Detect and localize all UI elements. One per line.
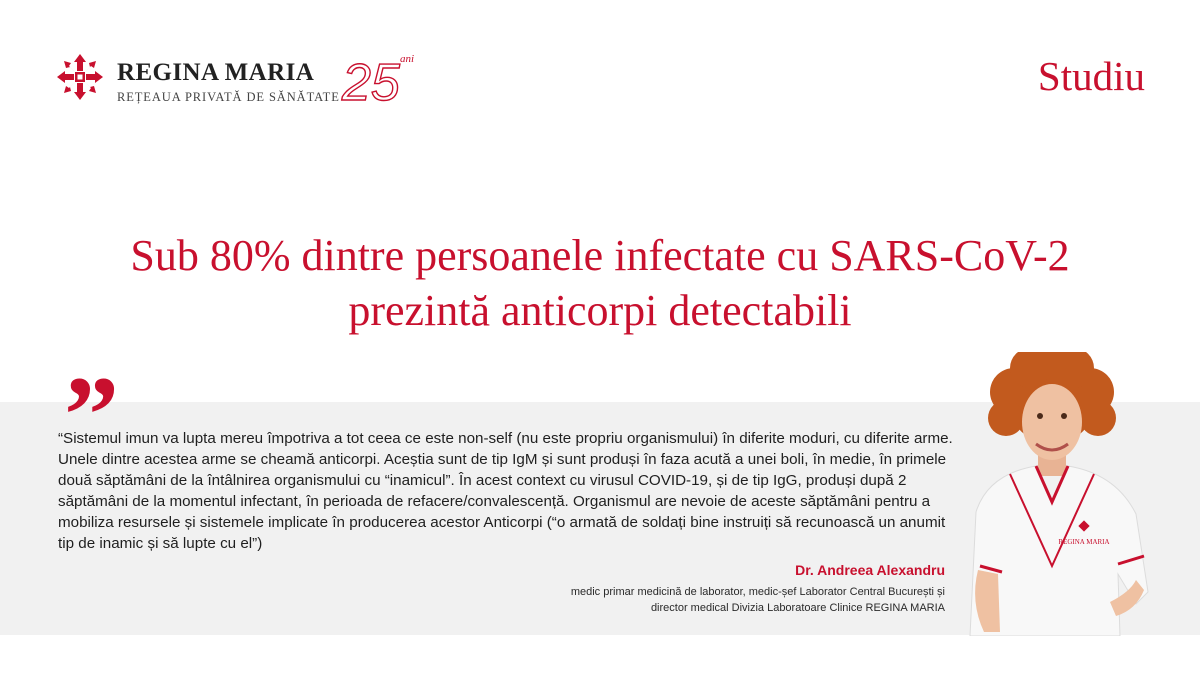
category-label: Studiu xyxy=(1037,53,1145,99)
anniversary-suffix: ani xyxy=(400,53,415,65)
brand-tagline: REȚEAUA PRIVATĂ DE SĂNĂTATE xyxy=(117,90,340,104)
regina-maria-cross-icon xyxy=(55,52,105,102)
author-role xyxy=(385,584,945,616)
headline xyxy=(0,228,1200,338)
coat-badge-text: REGINA MARIA xyxy=(1058,538,1110,546)
brand-name: REGINA MARIA xyxy=(117,59,315,86)
author-name: Dr. Andreea Alexandru xyxy=(795,562,945,578)
anniversary-25-mark xyxy=(340,50,430,110)
author-role-line-2: director medical Divizia Laboratoare Clinice REGINA MARIA xyxy=(650,602,945,614)
headline-line-2: prezintă anticorpi detectabili xyxy=(348,286,852,335)
anniversary-number: 25 xyxy=(342,54,400,110)
author-role-line-1: medic primar medicină de laborator, medic-șef Laborator Central București și xyxy=(570,586,945,598)
doctor-portrait xyxy=(940,352,1170,636)
quote-text: “Sistemul imun va lupta mereu împotriva a tot ceea ce este non-self (nu este propriu organismului) în diferite moduri, cu diferite arme. Unele dintre acestea arme se cheamă anticorpi. Aceștia sunt de tip IgM și sunt produși în faza acută a unei boli, în medie, în primele două săptămâni de la întâlnirea organismului cu “inamicul”. În acest context cu virusul COVID-19, și de tip IgG, produși după 2 săptămâni de la momentul infectant, în perioada de refacere/convalescență. Organismul are nevoie de aceste săptămâni pentru a mobiliza resursele și sistemele implicate în producerea acestor Anticorpi (“o armată de soldați bine instruiți să recunoască un anumit tip de inamic și să lupte cu el”) xyxy=(58,430,953,552)
headline-line-1: Sub 80% dintre persoanele infectate cu SARS-CoV-2 xyxy=(130,231,1070,280)
brand-logo xyxy=(55,52,435,112)
quote-mark-icon: ” xyxy=(64,354,119,476)
